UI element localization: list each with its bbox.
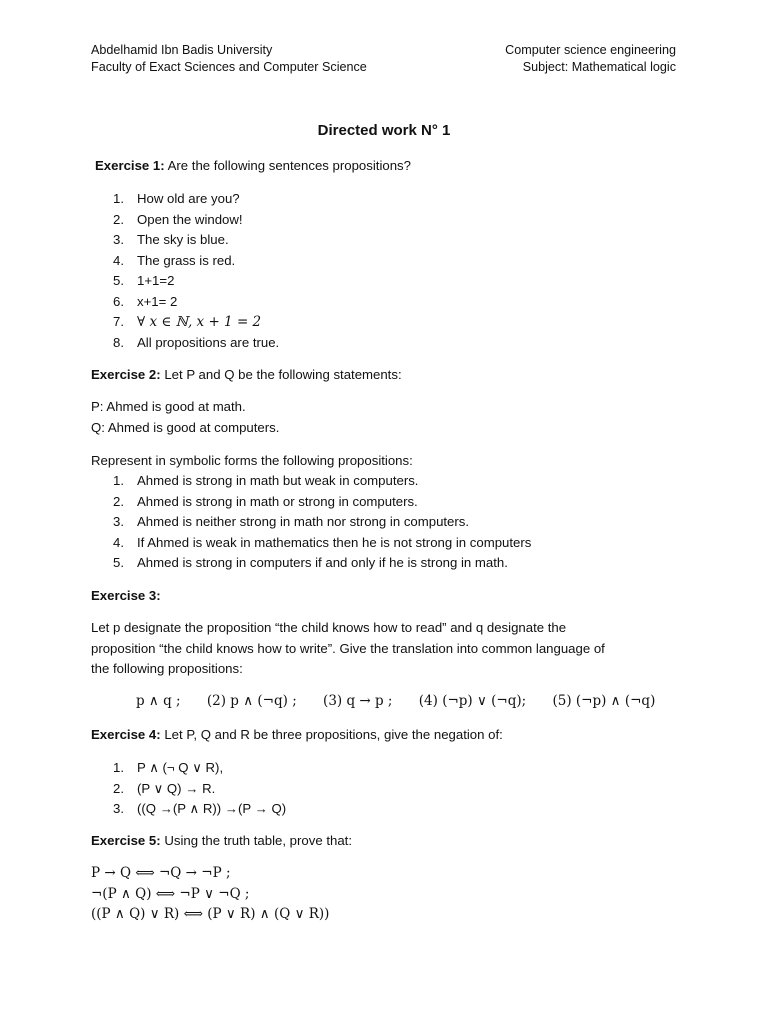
exercise-2-prompt: Let P and Q be the following statements: <box>164 367 402 382</box>
header-left <box>91 42 367 76</box>
exercise-5-heading <box>91 831 691 852</box>
list-item: 6. x+1= 2 <box>113 293 178 309</box>
list-item: 3. ((Q →(P ∧ R)) →(P → Q) <box>113 801 287 816</box>
exercise-3-text <box>91 618 681 680</box>
exercise-1-prompt: Are the following sentences propositions? <box>167 158 411 173</box>
exercise-2-label: Exercise 2: <box>91 367 161 382</box>
exercise-2-definitions <box>91 397 691 438</box>
equivalence-line: ((P ∧ Q) ∨ R) ⟺ (P ∨ R) ∧ (Q ∨ R)) <box>91 906 330 922</box>
exercise-5-label: Exercise 5: <box>91 833 161 848</box>
equivalence-line: ¬(P ∧ Q) ⟺ ¬P ∨ ¬Q ; <box>91 886 250 902</box>
list-item: 3. The sky is blue. <box>113 232 229 247</box>
list-item: 2. (P ∨ Q) → R. <box>113 780 216 796</box>
list-item: 1. P ∧ (¬ Q ∨ R), <box>113 760 224 775</box>
equivalence-line: P → Q ⟺ ¬Q → ¬P ; <box>91 865 231 881</box>
list-item: 4. If Ahmed is weak in mathematics then he is not strong in computers <box>113 534 532 550</box>
subject-name: Subject: Mathematical logic <box>522 60 676 74</box>
exercise-3-text-line: the following propositions: <box>91 661 243 676</box>
exercise-1-list <box>91 189 691 353</box>
proposition: (2) p ∧ (¬q) ; <box>206 693 297 709</box>
p-definition: P: Ahmed is good at math. <box>91 399 246 414</box>
page-title: Directed work N° 1 <box>317 122 451 139</box>
exercise-3-heading <box>91 586 691 607</box>
q-definition: Q: Ahmed is good at computers. <box>91 419 280 435</box>
list-item: 3. Ahmed is neither strong in math nor strong in computers. <box>113 514 470 529</box>
proposition: p ∧ q ; <box>136 693 181 709</box>
exercise-4-label: Exercise 4: <box>91 727 161 742</box>
proposition: (3) q → p ; <box>323 693 393 709</box>
exercise-2-list <box>91 471 691 574</box>
list-item: 5. Ahmed is strong in computers if and only if he is strong in math. <box>113 555 508 570</box>
exercise-5-prompt: Using the truth table, prove that: <box>164 833 352 848</box>
exercise-4-list <box>91 758 691 820</box>
list-item: 1. How old are you? <box>113 191 240 206</box>
faculty-name: Faculty of Exact Sciences and Computer Science <box>91 60 367 74</box>
exercise-2-instruction: Represent in symbolic forms the following propositions: <box>91 453 413 468</box>
exercise-4-heading <box>91 725 691 746</box>
exercise-2-heading <box>91 365 691 386</box>
list-item: 7. ∀ x ∈ ℕ, x + 1 = 2 <box>113 314 262 330</box>
list-item: 1. Ahmed is strong in math but weak in computers. <box>113 473 419 488</box>
exercise-4-prompt: Let P, Q and R be three propositions, give the negation of: <box>164 727 503 742</box>
exercise-3-text-line: Let p designate the proposition “the child knows how to read” and q designate the <box>91 620 567 635</box>
exercise-3-text-line: proposition “the child knows how to write”. Give the translation into common language of <box>91 640 605 656</box>
exercise-3-label: Exercise 3: <box>91 588 161 603</box>
department-name: Computer science engineering <box>505 43 676 57</box>
university-name: Abdelhamid Ibn Badis University <box>91 43 273 57</box>
list-item: 2. Open the window! <box>113 211 243 227</box>
proposition: (5) (¬p) ∧ (¬q) <box>552 693 656 709</box>
exercise-1-heading <box>95 156 695 177</box>
list-item: 8. All propositions are true. <box>113 334 280 350</box>
list-item: 4. The grass is red. <box>113 252 236 268</box>
exercise-1-label: Exercise 1: <box>95 158 165 173</box>
list-item: 2. Ahmed is strong in math or strong in computers. <box>113 493 418 509</box>
header-right <box>505 42 676 76</box>
list-item: 5. 1+1=2 <box>113 273 175 288</box>
proposition: (4) (¬p) ∨ (¬q); <box>418 693 527 709</box>
exercise-3-propositions <box>136 693 677 709</box>
